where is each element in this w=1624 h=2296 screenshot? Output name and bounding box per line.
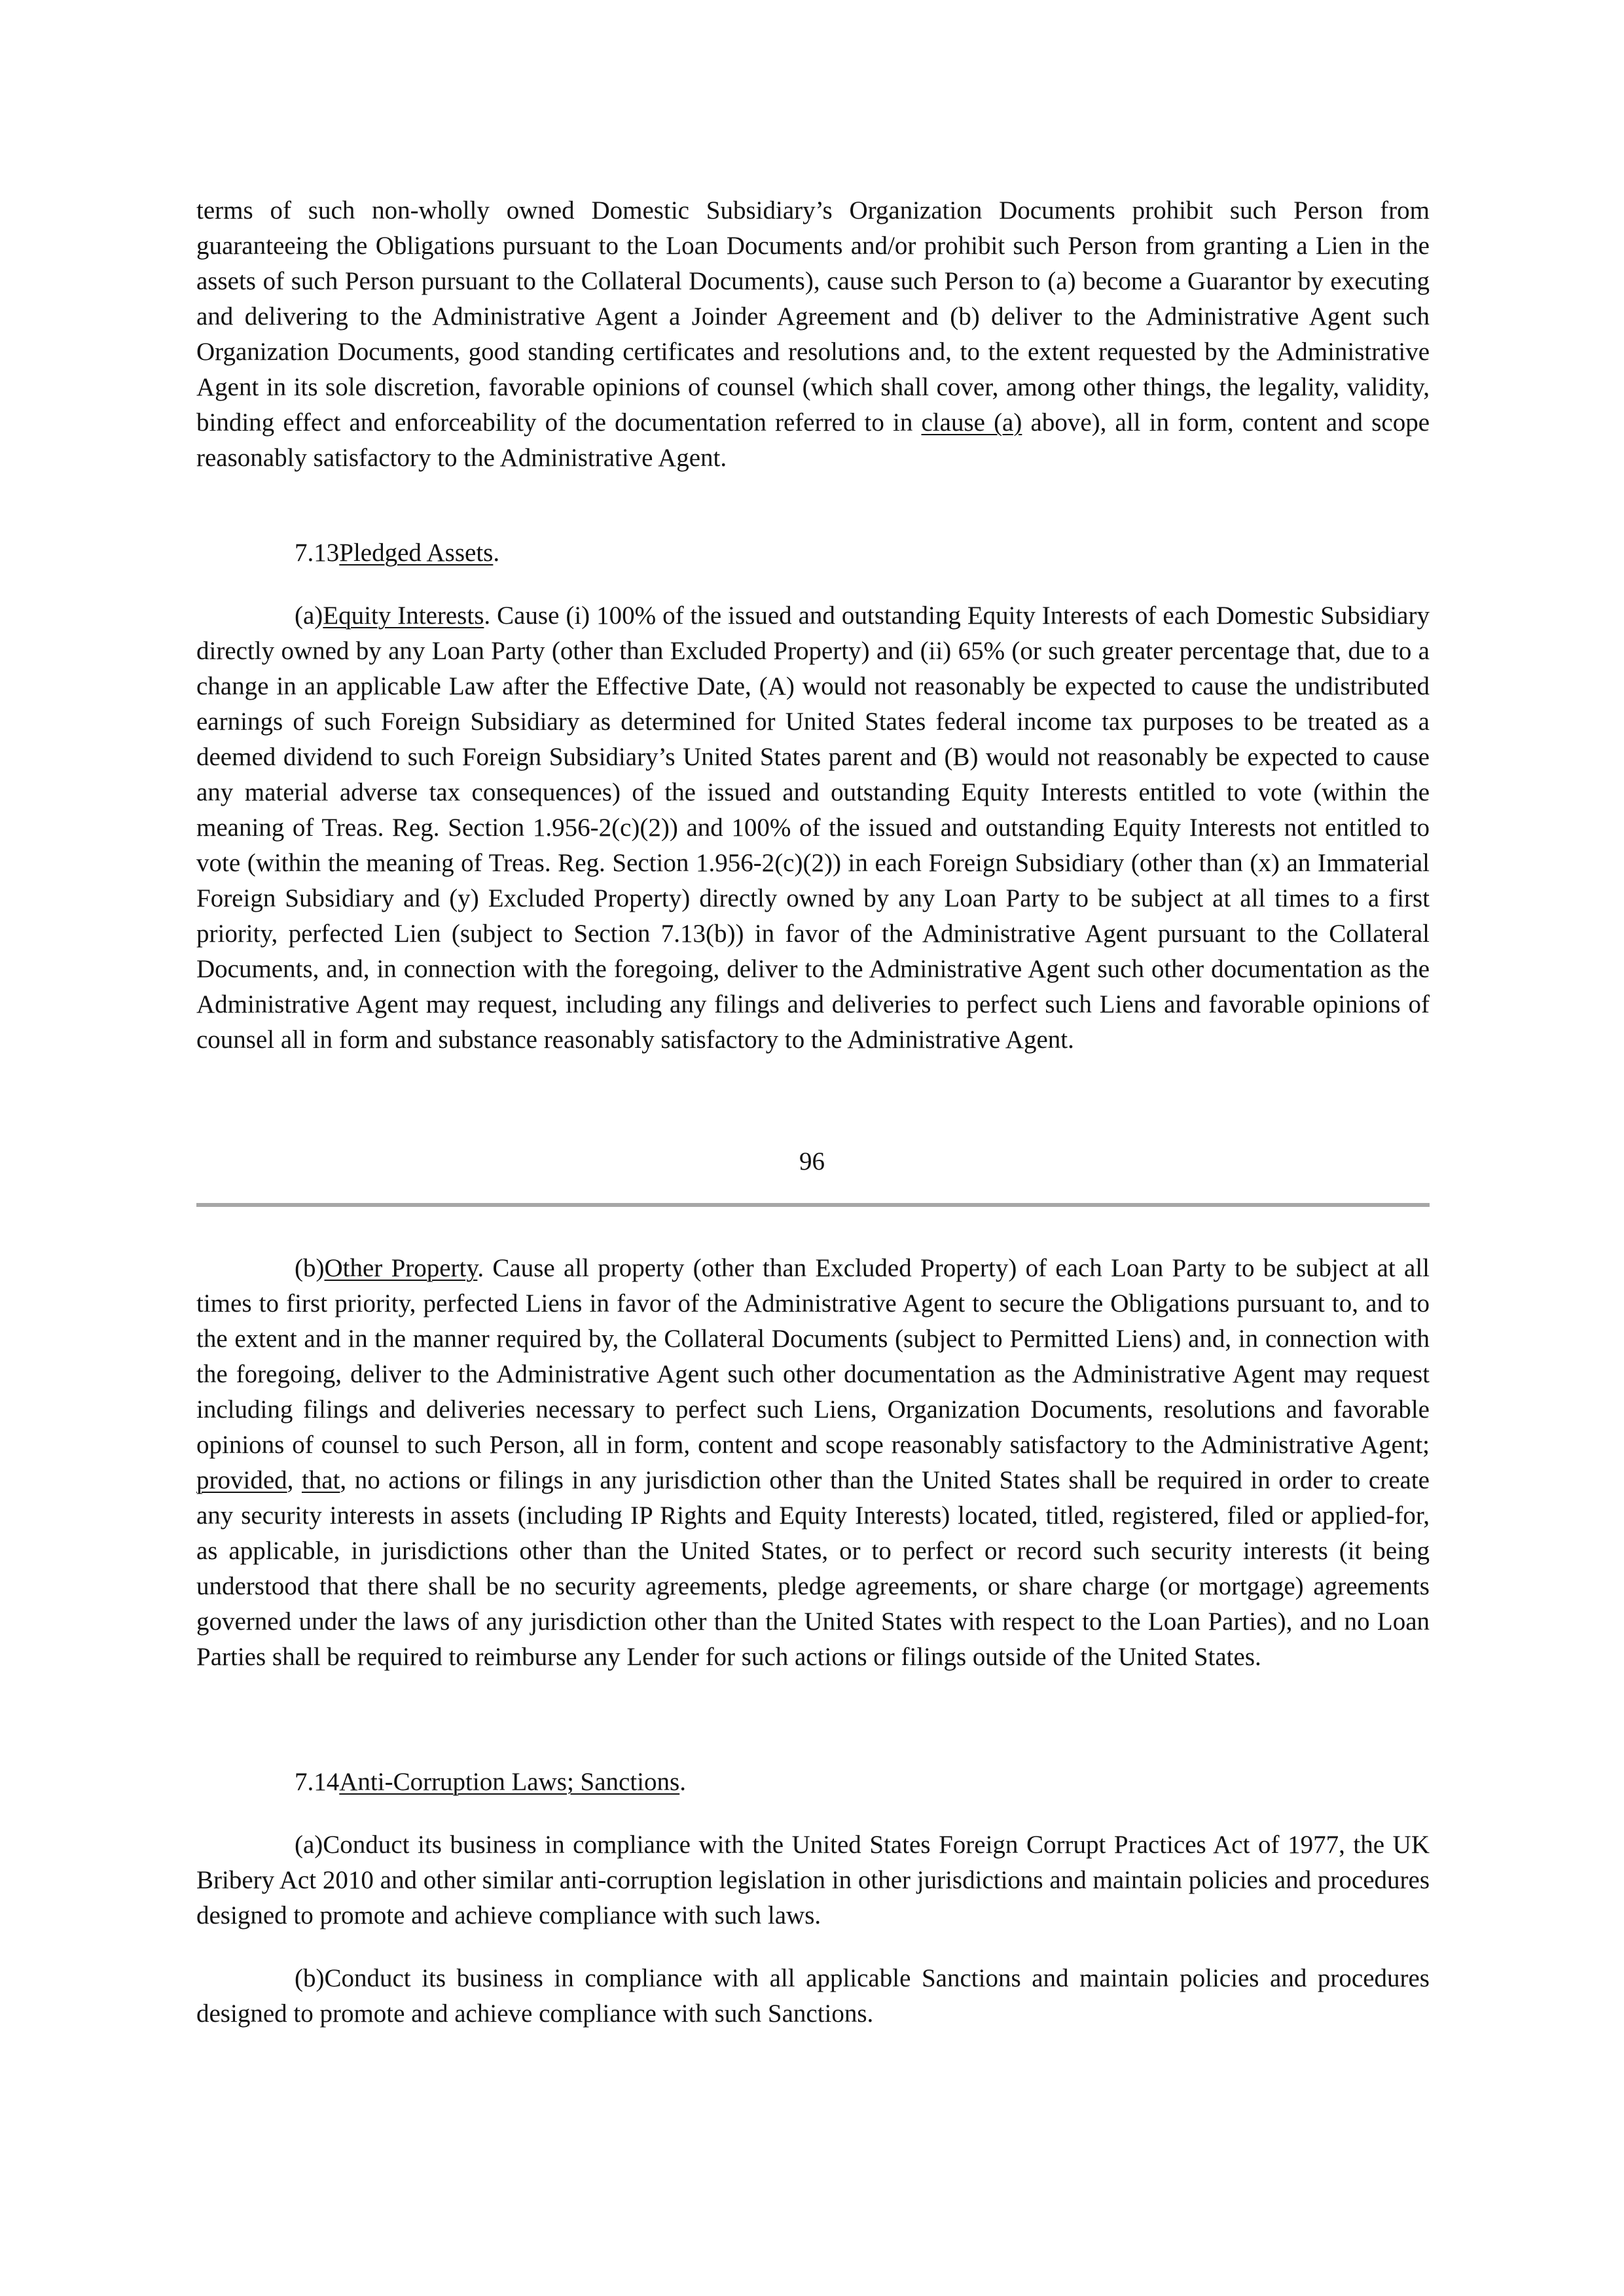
paragraph-7-14-b (196, 1961, 1430, 2032)
comma: , (287, 1466, 302, 1494)
paragraph-title: Other Property (324, 1254, 478, 1282)
paragraph-title: Equity Interests (323, 601, 484, 630)
paragraph-7-14-a (196, 1827, 1430, 1933)
paragraph-body-rest: , no actions or filings in any jurisdiction other than the United States shall be required in order to create any security interests in assets (including IP Rights and Equity Interests) located, titled, registered, filed or applied-for, as applicable, in jurisdictions other than the United States, or to perfect or record such security interests (it being understood that there shall be no security agreements, pledge agreements, or share charge (or mortgage) agreements governed under the laws of any jurisdiction other than the United States with respect to the Loan Parties), and no Loan Parties shall be required to reimburse any Lender for such actions or filings outside of the United States. (196, 1466, 1430, 1671)
paragraph-label: (a) (295, 601, 323, 630)
paragraph-label: (b) (295, 1964, 325, 1992)
paragraph-body: Conduct its business in compliance with the United States Foreign Corrupt Practices Act of 1977, the UK Bribery Act 2010 and other similar anti-corruption legislation in other jurisdictions and maintain policies and procedures designed to promote and achieve compliance with such laws. (196, 1831, 1430, 1929)
paragraph-label: (a) (295, 1831, 323, 1859)
continuation-text: terms of such non-wholly owned Domestic Subsidiary’s Organization Documents prohibit such Person from guaranteeing the Obligations pursuant to the Loan Documents and/or prohibit such Person from granting a Lien in the assets of such Person pursuant to the Collateral Documents), cause such Person to (a) become a Guarantor by executing and delivering to the Administrative Agent a Joinder Agreement and (b) deliver to the Administrative Agent such Organization Documents, good standing certificates and resolutions and, to the extent requested by the Administrative Agent in its sole discretion, favorable opinions of counsel (which shall cover, among other things, the legality, validity, binding effect and enforceability of the documentation referred to in (196, 196, 1430, 437)
section-7-14-heading (196, 1765, 1430, 1800)
paragraph-body: . Cause (i) 100% of the issued and outstanding Equity Interests of each Domestic Subsidiary directly owned by any Loan Party (other than Excluded Property) and (ii) 65% (or such greater percentage that, due to a change in an applicable Law after the Effective Date, (A) would not reasonably be expected to cause the undistributed earnings of such Foreign Subsidiary as determined for United States federal income tax purposes to be treated as a deemed dividend to such Foreign Subsidiary’s United States parent and (B) would not reasonably be expected to cause any material adverse tax consequences) of the issued and outstanding Equity Interests entitled to vote (within the meaning of Treas. Reg. Section 1.956-2(c)(2)) and 100% of the issued and outstanding Equity Interests not entitled to vote (within the meaning of Treas. Reg. Section 1.956-2(c)(2)) in each Foreign Subsidiary (other than (x) an Immaterial Foreign Subsidiary and (y) Excluded Property) directly owned by any Loan Party to be subject at all times to a first priority, perfected Lien (subject to Section 7.13(b)) in favor of the Administrative Agent pursuant to the Collateral Documents, and, in connection with the foregoing, deliver to the Administrative Agent such other documentation as the Administrative Agent may request, including any filings and deliveries to perfect such Liens and favorable opinions of counsel all in form and substance reasonably satisfactory to the Administrative Agent. (196, 601, 1430, 1054)
paragraph-body: . Cause all property (other than Excluded Property) of each Loan Party to be subject at all times to first priority, perfected Liens in favor of the Administrative Agent to secure the Obligations pursuant to, and to the extent and in the manner required by, the Collateral Documents (subject to Permitted Liens) and, in connection with the foregoing, deliver to the Administrative Agent such other documentation as the Administrative Agent may request including filings and deliveries necessary to perfect such Liens, Organization Documents, resolutions and favorable opinions of counsel to such Person, all in form, content and scope reasonably satisfactory to the Administrative Agent; (196, 1254, 1430, 1459)
page-number: 96 (799, 1147, 825, 1175)
section-title-period: . (493, 539, 500, 567)
paragraph-label: (b) (295, 1254, 325, 1282)
section-number: 7.14 (295, 1768, 340, 1796)
paragraph-body: Conduct its business in compliance with all applicable Sanctions and maintain policies and procedures designed to promote and achieve compliance with such Sanctions. (196, 1964, 1430, 2028)
section-title: Anti-Corruption Laws; Sanctions (339, 1768, 680, 1796)
provided-term: provided (196, 1466, 287, 1494)
paragraph-a-equity-interests (196, 598, 1430, 1058)
section-title-period: . (679, 1768, 686, 1796)
paragraph-b-other-property (196, 1251, 1430, 1675)
that-term: that (301, 1466, 340, 1494)
section-7-13-heading (196, 535, 1430, 571)
page-break-divider (196, 1203, 1430, 1207)
continuation-text-end: above), all in form, content and scope reasonably satisfactory to the Administrative Agent. (196, 408, 1430, 472)
clause-a-reference: clause (a) (921, 408, 1022, 437)
continuation-paragraph (196, 193, 1430, 476)
section-number: 7.13 (295, 539, 340, 567)
section-title: Pledged Assets (339, 539, 494, 567)
